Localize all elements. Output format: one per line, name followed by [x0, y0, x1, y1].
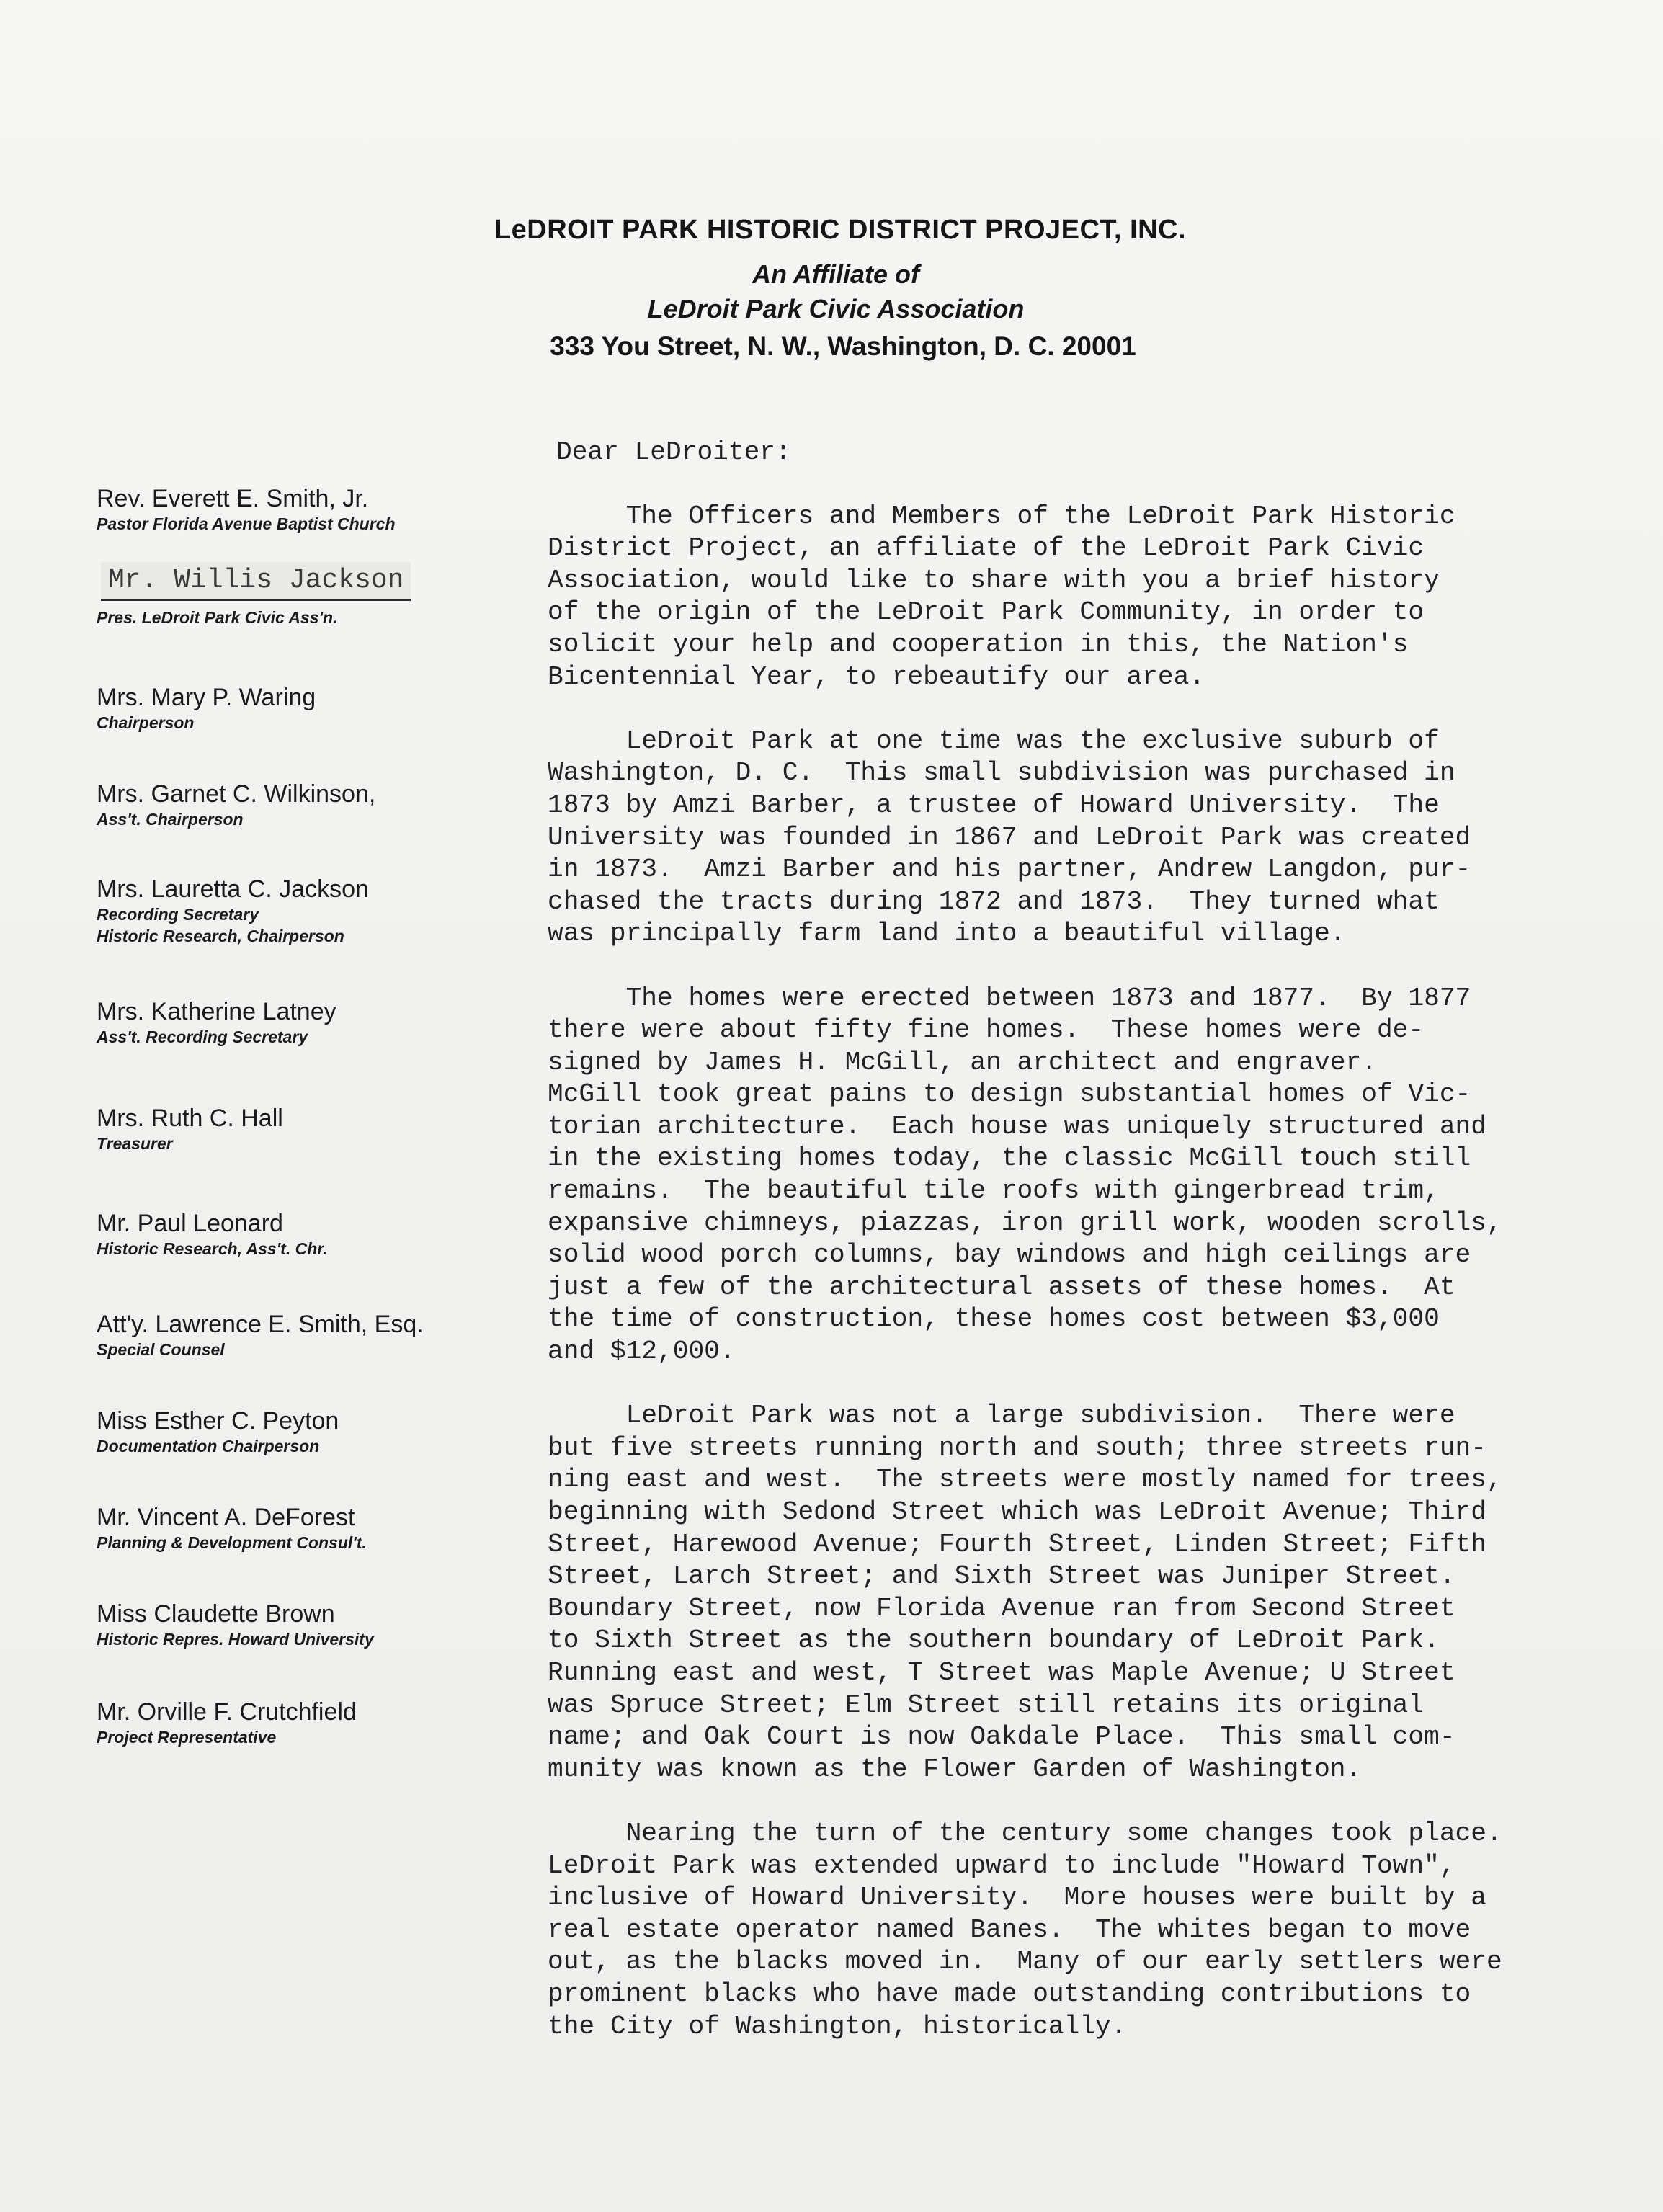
officer-name: Mrs. Ruth C. Hall: [97, 1105, 283, 1132]
text-line: solid wood porch columns, bay windows and high ceilings are: [548, 1240, 1471, 1270]
text-line: munity was known as the Flower Garden of Washington.: [548, 1754, 1362, 1784]
officer-name: Miss Esther C. Peyton: [97, 1407, 339, 1435]
officer-entry: [97, 683, 500, 733]
paragraph: [548, 726, 1556, 950]
text-line: LeDroit Park at one time was the exclusive suburb of: [548, 726, 1440, 756]
officer-name: Mr. Paul Leonard: [97, 1210, 283, 1237]
officer-entry: [97, 780, 500, 830]
text-line: was Spruce Street; Elm Street still retains its original: [548, 1690, 1425, 1720]
text-line: University was founded in 1867 and LeDroit Park was created: [548, 822, 1471, 852]
officer-entry: [97, 562, 500, 628]
text-line: inclusive of Howard University. More houses were built by a: [548, 1883, 1486, 1913]
officer-name: Mrs. Lauretta C. Jackson: [97, 875, 369, 903]
officer-role: Planning & Development Consul't.: [97, 1533, 367, 1552]
text-line: Washington, D. C. This small subdivision was purchased in: [548, 758, 1455, 788]
officer-entry: [97, 997, 500, 1048]
text-line: prominent blacks who have made outstanding contributions to: [548, 1979, 1471, 2009]
text-line: signed by James H. McGill, an architect and engraver.: [548, 1047, 1377, 1077]
officer-role: Historic Research, Ass't. Chr.: [97, 1239, 328, 1258]
text-line: but five streets running north and south; three streets run-: [548, 1432, 1486, 1463]
text-line: to Sixth Street as the southern boundary of LeDroit Park.: [548, 1625, 1440, 1656]
officer-entry: [97, 1698, 500, 1748]
officer-entry: [97, 1104, 500, 1154]
officer-entry: [97, 484, 500, 535]
text-line: and $12,000.: [548, 1337, 736, 1367]
text-line: Street, Harewood Avenue; Fourth Street, Linden Street; Fifth: [548, 1529, 1486, 1559]
text-line: Running east and west, T Street was Maple Avenue; U Street: [548, 1657, 1455, 1687]
officer-role: Chairperson: [97, 713, 195, 732]
letter-body: [548, 437, 1556, 2075]
officer-role: Treasurer: [97, 1134, 173, 1153]
text-line: McGill took great pains to design substantial homes of Vic-: [548, 1079, 1471, 1110]
text-line: The Officers and Members of the LeDroit Park Historic: [548, 501, 1455, 531]
text-line: ning east and west. The streets were mostly named for trees,: [548, 1465, 1502, 1495]
text-line: real estate operator named Banes. The whites began to move: [548, 1914, 1471, 1945]
officer-name: Miss Claudette Brown: [97, 1600, 335, 1628]
officer-role: Ass't. Recording Secretary: [97, 1027, 308, 1046]
officer-name: Mrs. Katherine Latney: [97, 998, 336, 1025]
paragraph: [548, 983, 1556, 1368]
text-line: in 1873. Amzi Barber and his partner, Andrew Langdon, pur-: [548, 855, 1471, 885]
salutation: Dear LeDroiter:: [556, 437, 791, 467]
text-line: in the existing homes today, the classic McGill touch still: [548, 1143, 1471, 1174]
text-line: Bicentennial Year, to rebeautify our area.: [548, 661, 1205, 692]
officer-role-secondary: Historic Research, Chairperson: [97, 927, 344, 945]
officer-entry: [97, 1406, 500, 1457]
organization-name: LeDROIT PARK HISTORIC DISTRICT PROJECT, INC.: [494, 215, 1187, 245]
text-line: the City of Washington, historically.: [548, 2011, 1127, 2041]
text-line: the time of construction, these homes cost between $3,000: [548, 1304, 1440, 1334]
officer-name: Mr. Orville F. Crutchfield: [97, 1698, 357, 1726]
text-line: solicit your help and cooperation in this, the Nation's: [548, 629, 1409, 659]
officer-name: Mr. Willis Jackson: [101, 562, 411, 601]
officer-role: Project Representative: [97, 1728, 277, 1747]
officer-name: Mrs. Mary P. Waring: [97, 684, 316, 711]
officer-role: Ass't. Chairperson: [97, 810, 244, 829]
officer-name: Rev. Everett E. Smith, Jr.: [97, 485, 369, 512]
text-line: The homes were erected between 1873 and 1877. By 1877: [548, 983, 1471, 1013]
text-line: torian architecture. Each house was uniquely structured and: [548, 1111, 1486, 1141]
association-name: LeDroit Park Civic Association: [647, 294, 1025, 324]
text-line: Boundary Street, now Florida Avenue ran from Second Street: [548, 1593, 1455, 1623]
officer-name: Mr. Vincent A. DeForest: [97, 1504, 355, 1531]
text-line: out, as the blacks moved in. Many of our early settlers were: [548, 1947, 1502, 1977]
paragraph: [548, 1818, 1556, 2043]
officer-entry: [97, 1503, 500, 1553]
officer-role: Pastor Florida Avenue Baptist Church: [97, 514, 396, 533]
officer-role: Recording Secretary: [97, 905, 259, 924]
paragraph: [548, 501, 1556, 694]
text-line: LeDroit Park was not a large subdivision. There were: [548, 1401, 1455, 1431]
paragraph: [548, 1400, 1556, 1785]
text-line: District Project, an affiliate of the LeDroit Park Civic: [548, 533, 1425, 563]
officer-entry: [97, 1310, 500, 1360]
text-line: Nearing the turn of the century some changes took place.: [548, 1818, 1502, 1848]
officer-entry: [97, 875, 500, 947]
text-line: 1873 by Amzi Barber, a trustee of Howard University. The: [548, 790, 1440, 820]
text-line: beginning with Sedond Street which was LeDroit Avenue; Third: [548, 1497, 1486, 1527]
officer-name: Mrs. Garnet C. Wilkinson,: [97, 780, 376, 808]
officer-role: Documentation Chairperson: [97, 1437, 320, 1455]
text-line: of the origin of the LeDroit Park Community, in order to: [548, 597, 1425, 628]
text-line: expansive chimneys, piazzas, iron grill work, wooden scrolls,: [548, 1208, 1502, 1238]
text-line: Association, would like to share with you a brief history: [548, 565, 1440, 595]
officer-role: Special Counsel: [97, 1340, 225, 1359]
text-line: was principally farm land into a beautiful village.: [548, 919, 1346, 949]
text-line: Street, Larch Street; and Sixth Street was Juniper Street.: [548, 1561, 1455, 1592]
officer-entry: [97, 1209, 500, 1259]
text-line: chased the tracts during 1872 and 1873. They turned what: [548, 886, 1440, 917]
officer-role: Historic Repres. Howard University: [97, 1630, 374, 1649]
text-line: name; and Oak Court is now Oakdale Place. This small com-: [548, 1722, 1455, 1752]
officer-name: Att'y. Lawrence E. Smith, Esq.: [97, 1311, 424, 1338]
text-line: there were about fifty fine homes. These homes were de-: [548, 1015, 1425, 1045]
affiliate-line: An Affiliate of: [752, 259, 919, 289]
text-line: just a few of the architectural assets of these homes. At: [548, 1272, 1455, 1302]
officer-role: Pres. LeDroit Park Civic Ass'n.: [97, 608, 338, 627]
text-line: remains. The beautiful tile roofs with gingerbread trim,: [548, 1176, 1440, 1206]
officer-entry: [97, 1600, 500, 1650]
address-line: 333 You Street, N. W., Washington, D. C. 20001: [550, 331, 1136, 361]
text-line: LeDroit Park was extended upward to include "Howard Town",: [548, 1850, 1455, 1881]
